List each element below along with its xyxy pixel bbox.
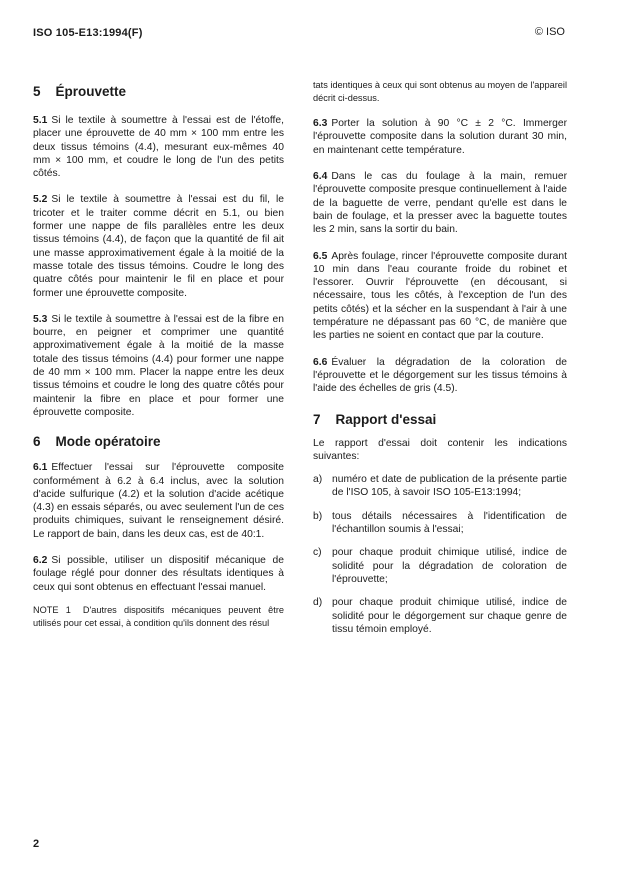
section-7-heading bbox=[313, 412, 567, 427]
clause-number: 5.3 bbox=[33, 313, 48, 325]
clause-text: Après foulage, rincer l'éprouvette composite durant 10 min dans l'eau courante froide du robinet et l'essorer. Ouvrir l'éprouvette (en décousant, si nécessaire, tous les côtés, à l'exception de l'un des petits côtés) et la sécher en la suspendant à l'air à une température ne dépassant pas 60 °C, de manière que les parties ne soient en contact que par la couture. bbox=[313, 250, 567, 342]
page-number: 2 bbox=[33, 838, 40, 850]
clause-number: 6.5 bbox=[313, 250, 328, 262]
section-number: 6 bbox=[33, 434, 41, 450]
list-item-text: pour chaque produit chimique utilisé, indice de solidité pour le dégorgement sur chaque genre de tissu témoin employé. bbox=[332, 597, 567, 635]
list-item-text: tous détails nécessaires à l'identification de l'échantillon soumis à l'essai; bbox=[332, 510, 567, 536]
clause-number: 6.3 bbox=[313, 118, 328, 130]
clause-text: Si le textile à soumettre à l'essai est de l'étoffe, placer une éprouvette de 40 mm × 100 mm entre les deux tissus témoins (4.4), mesurant eux-mêmes 40 mm × 100 mm, et coudre le long de l'un des petits côtés. bbox=[33, 115, 284, 180]
clause-text: Évaluer la dégradation de la coloration de l'éprouvette et le dégorgement sur les tissus témoins à l'aide des échelles de gris (4.5). bbox=[313, 356, 567, 395]
clause-number: 6.6 bbox=[313, 356, 328, 368]
clause-text: Si le textile à soumettre à l'essai est du fil, le tricoter et le traiter comme décrit en 5.1, ou bien former une nappe de fils parallèles entre les deux tissus témoins (4.4), de façon que la quantité de fil ait une masse approximativement égale à la moitié de la masse totale des tissus témoins. Coudre le long des quatre côtés pour maintenir le fil en place et pour former une éprouvette composite. bbox=[33, 194, 284, 299]
left-column bbox=[33, 76, 284, 629]
note-1 bbox=[33, 604, 284, 629]
clause-5-2 bbox=[33, 193, 284, 299]
note-label: NOTE 1 bbox=[33, 604, 71, 615]
clause-number: 5.1 bbox=[33, 115, 48, 126]
list-item bbox=[313, 546, 567, 586]
clause-number: 5.2 bbox=[33, 194, 48, 206]
clause-6-1 bbox=[33, 461, 284, 541]
list-item-label: b) bbox=[313, 510, 323, 522]
section-5-heading bbox=[33, 84, 284, 99]
list-item-label: a) bbox=[313, 474, 323, 486]
document-id: ISO 105-E13:1994(F) bbox=[33, 27, 143, 39]
list-item bbox=[313, 510, 567, 537]
clause-text: Si possible, utiliser un dispositif mécanique de foulage réglé pour donner des résultats identiques à ceux qui sont obtenus en effectuant l'essai manuel. bbox=[33, 555, 284, 593]
clause-5-3 bbox=[33, 313, 284, 419]
clause-6-6 bbox=[313, 356, 567, 396]
list-item-text: pour chaque produit chimique utilisé, indice de solidité pour la dégradation de coloration de l'éprouvette; bbox=[332, 547, 567, 585]
list-item bbox=[313, 473, 567, 500]
clause-number: 6.4 bbox=[313, 171, 328, 183]
clause-text: Dans le cas du foulage à la main, remuer l'éprouvette composite presque continuellement à l'aide de la baguette de verre, pendant qu'elle est dans le bain de foulage, et la presser avec la baguette toutes les 2 min, sans la sortir du bain. bbox=[313, 171, 567, 236]
copyright-notice: © ISO bbox=[534, 26, 565, 38]
clause-6-4 bbox=[313, 170, 567, 236]
list-item-label: d) bbox=[313, 597, 323, 609]
section-title: Éprouvette bbox=[55, 84, 127, 99]
clause-number: 6.2 bbox=[33, 555, 48, 567]
section-title: Rapport d'essai bbox=[335, 411, 437, 427]
list-item-label: c) bbox=[313, 547, 322, 559]
clause-6-3 bbox=[313, 117, 567, 157]
report-intro: Le rapport d'essai doit contenir les indications suivantes: bbox=[313, 437, 567, 462]
clause-text: Porter la solution à 90 °C ± 2 °C. Immerger l'éprouvette composite dans la solution durant 30 min, en maintenant cette température. bbox=[313, 118, 567, 156]
clause-number: 6.1 bbox=[33, 462, 48, 474]
note-1-continued: tats identiques à ceux qui sont obtenus au moyen de l'appareil décrit ci-dessus. bbox=[313, 80, 567, 103]
section-number: 7 bbox=[313, 411, 321, 427]
clause-text: Si le textile à soumettre à l'essai est de la fibre en bourre, en peigner et comprimer une quantité approximativement égale à la moitié de la masse totale des tissus témoins (4.4) pour former une nappe de 40 mm × 100 mm. Placer la nappe entre les deux tissus témoins et coudre le long des quatre côtés pour maintenir la fibre en place et pour former une éprouvette composite. bbox=[33, 313, 284, 418]
clause-5-1 bbox=[33, 114, 284, 180]
note-text: D'autres dispositifs mécaniques peuvent être utilisés pour cet essai, à condition qu'ils donnent des résul bbox=[33, 604, 284, 628]
right-column bbox=[313, 79, 567, 636]
clause-text: Effectuer l'essai sur l'éprouvette composite conformément à 6.2 à 6.4 inclus, avec la solution d'acide sulfurique (4.2) et la solution d'acide acétique (4.3) en essais séparés, ou avec seulement l'un de ces produits chimiques, suivant le renseignement désiré. Le rapport de bain, dans les deux cas, est de 40:1. bbox=[33, 462, 284, 540]
section-title: Mode opératoire bbox=[55, 434, 161, 450]
section-6-heading bbox=[33, 434, 284, 449]
clause-6-2 bbox=[33, 554, 284, 594]
list-item bbox=[313, 596, 567, 636]
section-number: 5 bbox=[33, 84, 41, 99]
list-item-text: numéro et date de publication de la présente partie de l'ISO 105, à savoir ISO 105-E13:1994; bbox=[332, 474, 567, 499]
clause-6-5 bbox=[313, 250, 567, 343]
